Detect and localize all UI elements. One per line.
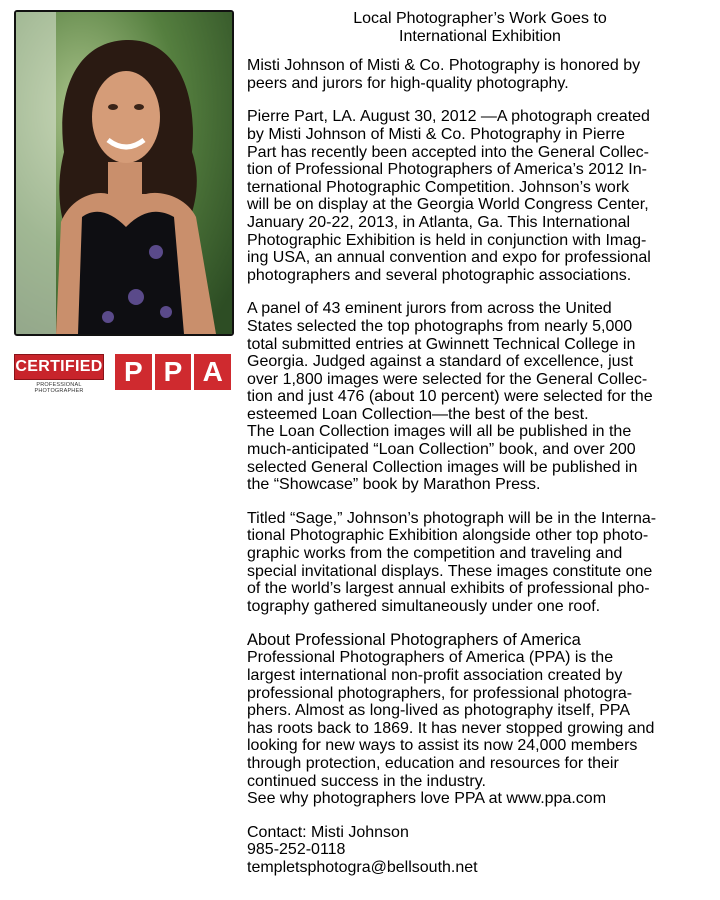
press-release: [247, 10, 707, 877]
body-paragraph: Titled “Sage,” Johnson’s photograph will be in the Interna- tional Photographic Exhibition alongside other top photo- graphic works from the competition and traveling and special invitational displays. These images constitute one of the world’s largest annual exhibits of professional pho- tography gathered simultaneously under one roof.: [247, 509, 657, 615]
headline: Local Photographer’s Work Goes to International Exhibition: [353, 10, 607, 45]
body-paragraph: A panel of 43 eminent jurors from across the United States selected the top photographs from nearly 5,000 total submitted entries at Gwinnett Technical College in Georgia. Judged against a standard of excellence, just over 1,800 images were selected for the General Collec- tion and just 476 (about 10 percent) were selected for the esteemed Loan Collection—the best of the best. The Loan Collection images will all be published in the much-anticipated “Loan Collection” book, and over 200 selected General Collection images will be published in the “Showcase” book by Marathon Press.: [247, 300, 653, 494]
ppa-logo: [115, 354, 231, 390]
certified-subtext: PROFESSIONAL PHOTOGRAPHER: [34, 382, 84, 394]
contact-info: Contact: Misti Johnson 985-252-0118 templetsphotogra@bellsouth.net: [247, 823, 478, 876]
about-paragraph: Professional Photographers of America (PPA) is the largest international non-profit association created by professional photographers, for professional photogra- phers. Almost as long-lived as photography itself, PPA has roots back to 1869. It has never stopped growing and looking for new ways to assist its now 24,000 members through protection, education and resources for their continued success in the industry. See why photographers love PPA at www.ppa.com: [247, 649, 655, 808]
about-heading: About Professional Photographers of America: [247, 631, 581, 650]
portrait-photo: [14, 10, 234, 336]
certified-badge: CERTIFIED: [14, 354, 104, 380]
ppa-letter: A: [194, 354, 231, 390]
certified-logo: [14, 354, 104, 394]
ppa-letter: P: [115, 354, 152, 390]
lead-paragraph: Misti Johnson of Misti & Co. Photography is honored by peers and jurors for high-quality photography.: [247, 57, 641, 92]
body-paragraph: Pierre Part, LA. August 30, 2012 —A photograph created by Misti Johnson of Misti & Co. Photography in Pierre Part has recently been accepted into the General Collec- tion of Professional Photographers of America’s 2012 In- ternational Photographic Competition. Johnson’s work will be on display at the Georgia World Congress Center, January 20-22, 2013, in Atlanta, Ga. This International Photographic Exhibition is held in conjunction with Imag- ing USA, an annual convention and expo for professional photographers and several photographic associations.: [247, 108, 651, 284]
ppa-letter: P: [155, 354, 192, 390]
